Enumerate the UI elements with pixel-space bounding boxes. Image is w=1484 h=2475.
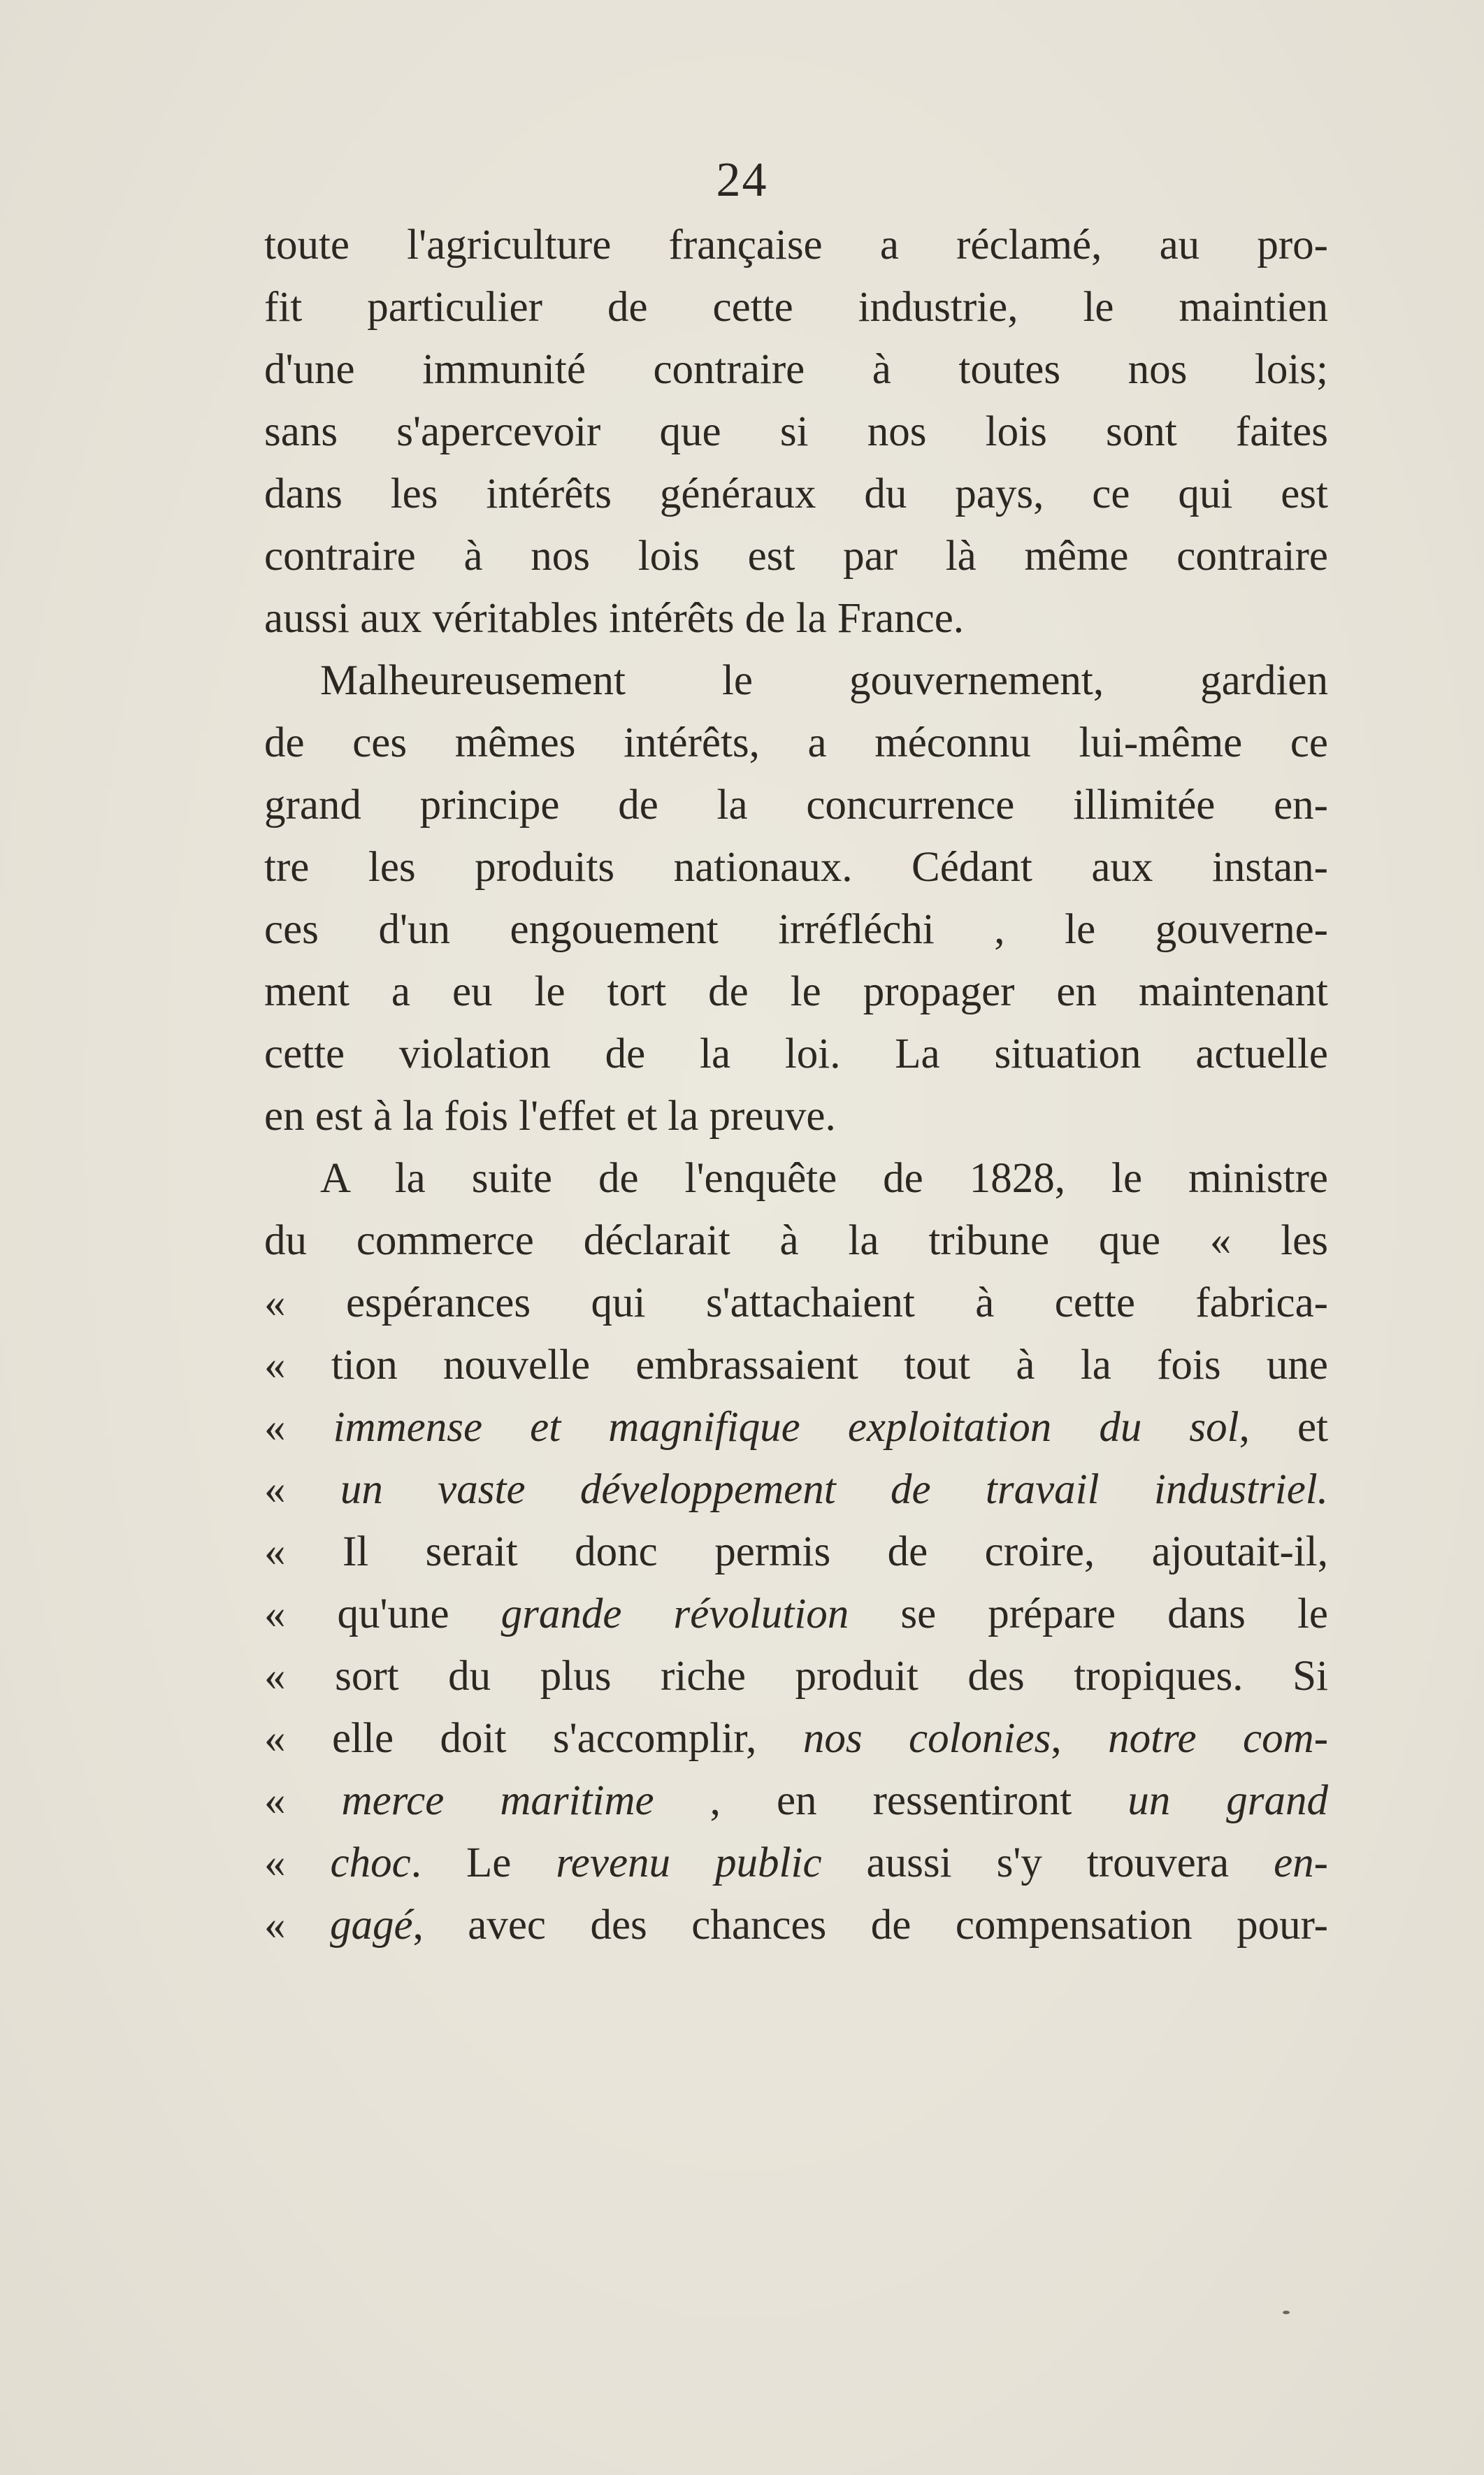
text-segment: A la suite de l'enquête de 1828, le ministre (320, 1155, 1328, 1202)
text-line (264, 1396, 1328, 1458)
text-line (264, 525, 1328, 587)
text-segment: du commerce déclarait à la tribune que « les (264, 1217, 1328, 1264)
text-segment: toute l'agriculture française a réclamé, au pro- (264, 222, 1328, 268)
italic-text-segment: grande révolution (500, 1591, 849, 1637)
text-segment: , et (1239, 1404, 1328, 1451)
text-line (264, 214, 1328, 276)
text-line (264, 774, 1328, 836)
text-segment: « (264, 1839, 331, 1886)
text-line (264, 1334, 1328, 1396)
text-segment: ment a eu le tort de le propager en maintenant (264, 968, 1328, 1015)
text-line (264, 1645, 1328, 1707)
text-line (264, 463, 1328, 525)
italic-text-segment: nos colonies (802, 1715, 1051, 1762)
text-segment: ces d'un engouement irréfléchi , le gouverne- (264, 906, 1328, 953)
text-line (264, 1707, 1328, 1770)
italic-text-segment: immense et magnifique exploitation du sol (333, 1404, 1239, 1451)
text-segment: Malheureusement le gouvernement, gardien (320, 657, 1328, 704)
text-segment: « (264, 1466, 340, 1513)
text-line (264, 1894, 1328, 1956)
text-line (264, 650, 1328, 712)
text-segment: grand principe de la concurrence illimitée en- (264, 782, 1328, 828)
text-line (264, 338, 1328, 401)
text-line (264, 1458, 1328, 1521)
italic-text-segment: un grand (1128, 1777, 1328, 1824)
text-line (264, 1521, 1328, 1583)
text-segment: « tion nouvelle embrassaient tout à la fois une (264, 1342, 1328, 1389)
italic-text-segment: en- (1274, 1839, 1328, 1886)
text-segment: « sort du plus riche produit des tropiques. Si (264, 1653, 1328, 1700)
italic-text-segment: choc (330, 1839, 411, 1886)
text-segment: de ces mêmes intérêts, a méconnu lui-même ce (264, 719, 1328, 766)
text-segment: se prépare dans le (849, 1591, 1328, 1637)
page-number: 24 (716, 153, 768, 207)
text-segment: , avec des chances de compensation pour- (412, 1902, 1328, 1949)
text-segment: cette violation de la loi. La situation actuelle (264, 1031, 1328, 1077)
text-line (264, 1272, 1328, 1334)
text-segment: « elle doit s'accomplir, (264, 1715, 803, 1762)
text-segment: d'une immunité contraire à toutes nos lois; (264, 346, 1328, 393)
text-segment: « qu'une (264, 1591, 501, 1637)
text-segment: , (1051, 1715, 1109, 1762)
text-line (264, 1210, 1328, 1272)
text-line (264, 1583, 1328, 1645)
italic-text-segment: notre com- (1108, 1715, 1328, 1762)
text-segment: dans les intérêts généraux du pays, ce qui est (264, 471, 1328, 517)
text-line (264, 898, 1328, 961)
text-segment: contraire à nos lois est par là même contraire (264, 533, 1328, 580)
text-line (264, 276, 1328, 338)
text-segment: . Le (410, 1839, 556, 1886)
text-segment: « (264, 1777, 342, 1824)
italic-text-segment: un vaste développement de travail industriel. (340, 1466, 1328, 1513)
text-line (264, 1770, 1328, 1832)
text-segment: , en ressentiront (654, 1777, 1128, 1824)
text-line (264, 1023, 1328, 1085)
text-segment: aussi s'y trouvera (821, 1839, 1274, 1886)
text-line (264, 587, 1328, 650)
text-segment: « Il serait donc permis de croire, ajoutait-il, (264, 1528, 1328, 1575)
text-line (264, 401, 1328, 463)
text-line (264, 1832, 1328, 1894)
text-line (264, 836, 1328, 898)
text-segment: « espérances qui s'attachaient à cette fabrica- (264, 1279, 1328, 1326)
text-line (264, 1085, 1328, 1147)
body-text (264, 214, 1328, 1956)
italic-text-segment: revenu public (556, 1839, 822, 1886)
text-line (264, 1147, 1328, 1210)
paper-speck (1283, 2311, 1290, 2314)
text-line (264, 961, 1328, 1023)
text-segment: fit particulier de cette industrie, le maintien (264, 284, 1328, 331)
text-segment: en est à la fois l'effet et la preuve. (264, 1093, 836, 1140)
text-segment: sans s'apercevoir que si nos lois sont faites (264, 408, 1328, 455)
italic-text-segment: gagé (329, 1902, 413, 1949)
italic-text-segment: merce maritime (341, 1777, 654, 1824)
text-segment: « (264, 1404, 333, 1451)
text-segment: « (264, 1902, 330, 1949)
text-segment: aussi aux véritables intérêts de la France. (264, 595, 965, 642)
text-line (264, 712, 1328, 774)
text-segment: tre les produits nationaux. Cédant aux instan- (264, 844, 1328, 891)
